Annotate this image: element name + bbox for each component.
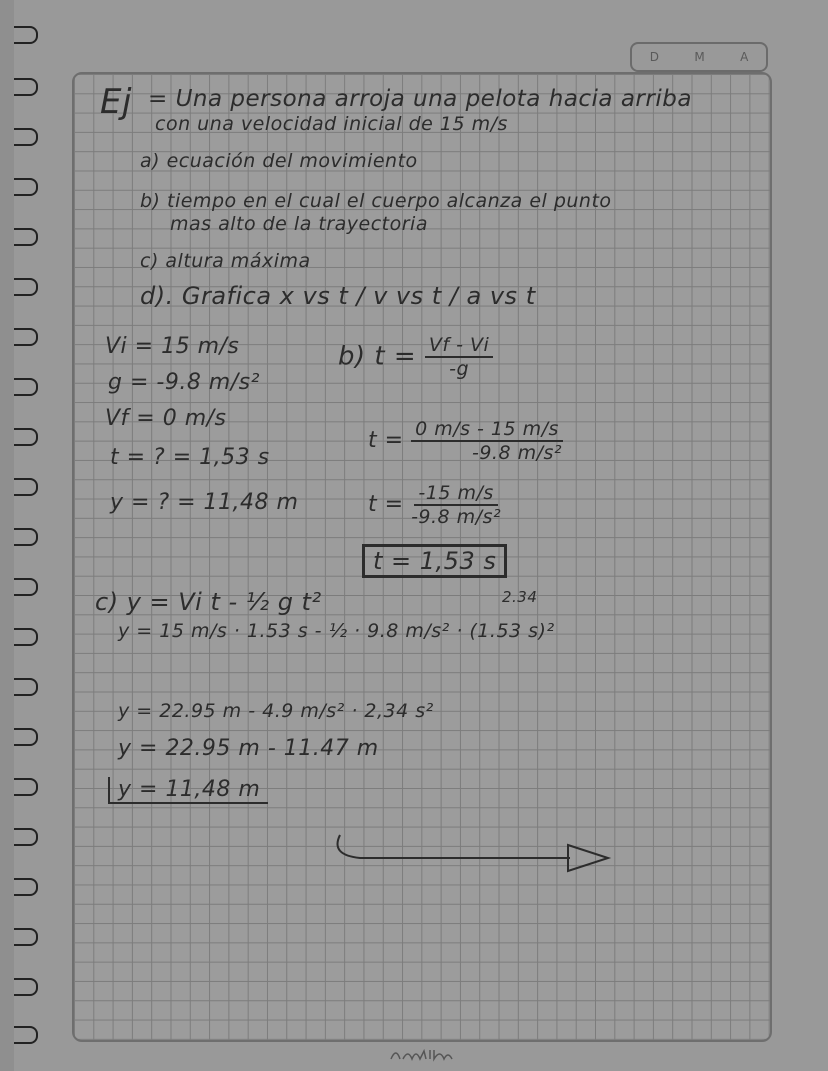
given-g: g = -9.8 m/s² [108, 370, 260, 395]
spiral-hole [14, 278, 38, 296]
spiral-hole [14, 26, 38, 44]
spiral-hole [14, 578, 38, 596]
spiral-hole [14, 778, 38, 796]
part-c-step-2: y = 22.95 m - 4.9 m/s² · 2,34 s² [118, 700, 434, 722]
formula-numerator: Vf - Vi [425, 334, 493, 358]
part-b-step-2 [368, 482, 501, 528]
spiral-hole [14, 978, 38, 996]
part-c-step-1: y = 15 m/s · 1.53 s - ½ · 9.8 m/s² · (1.53 s)² [118, 620, 555, 642]
spiral-hole [14, 728, 38, 746]
spiral-hole [14, 178, 38, 196]
step-1-numerator: 0 m/s - 15 m/s [411, 418, 563, 442]
question-b-line-1: b) tiempo en el cual el cuerpo alcanza el punto [140, 190, 612, 212]
spiral-hole [14, 628, 38, 646]
part-b-step-1 [368, 418, 563, 464]
question-a: a) ecuación del movimiento [140, 150, 418, 172]
step-2-numerator: -15 m/s [414, 482, 497, 506]
spiral-hole [14, 528, 38, 546]
spiral-hole [14, 478, 38, 496]
question-b-line-2: mas alto de la trayectoria [170, 213, 428, 235]
step-1-denominator: -9.8 m/s² [471, 442, 563, 464]
spiral-hole [14, 1026, 38, 1044]
spiral-hole [14, 878, 38, 896]
part-b-formula [338, 334, 493, 380]
date-year-label: A [740, 50, 749, 64]
date-month-label: M [694, 50, 705, 64]
step-1-lhs: t = [368, 428, 404, 453]
exercise-label: Ej [100, 82, 132, 122]
date-box [630, 42, 768, 72]
formula-denominator: -g [449, 358, 470, 380]
step-2-lhs: t = [368, 492, 404, 517]
question-c: c) altura máxima [140, 250, 311, 272]
given-vf: Vf = 0 m/s [105, 406, 227, 431]
problem-line-2: con una velocidad inicial de 15 m/s [155, 113, 508, 135]
spiral-hole [14, 128, 38, 146]
spiral-hole [14, 78, 38, 96]
arrow-drawing [330, 825, 620, 885]
given-y: y = ? = 11,48 m [110, 490, 299, 515]
given-t: t = ? = 1,53 s [110, 445, 270, 470]
given-vi: Vi = 15 m/s [105, 334, 240, 359]
part-c-note: 2.34 [502, 588, 538, 606]
spiral-hole [14, 678, 38, 696]
part-c-result: y = 11,48 m [108, 777, 268, 804]
spiral-hole [14, 828, 38, 846]
spiral-hole [14, 328, 38, 346]
step-2-denominator: -9.8 m/s² [411, 506, 502, 528]
part-b-label: b) t = [338, 341, 417, 372]
spiral-hole [14, 928, 38, 946]
spiral-hole [14, 378, 38, 396]
part-c-formula: c) y = Vi t - ½ g t² [95, 588, 322, 616]
part-c-step-3: y = 22.95 m - 11.47 m [118, 736, 379, 761]
part-b-result: t = 1,53 s [362, 544, 507, 578]
question-d: d). Grafica x vs t / v vs t / a vs t [140, 282, 536, 310]
date-day-label: D [649, 50, 659, 64]
brand-logo [388, 1045, 458, 1065]
spiral-hole [14, 428, 38, 446]
problem-line-1: = Una persona arroja una pelota hacia arriba [148, 86, 692, 112]
spiral-hole [14, 228, 38, 246]
